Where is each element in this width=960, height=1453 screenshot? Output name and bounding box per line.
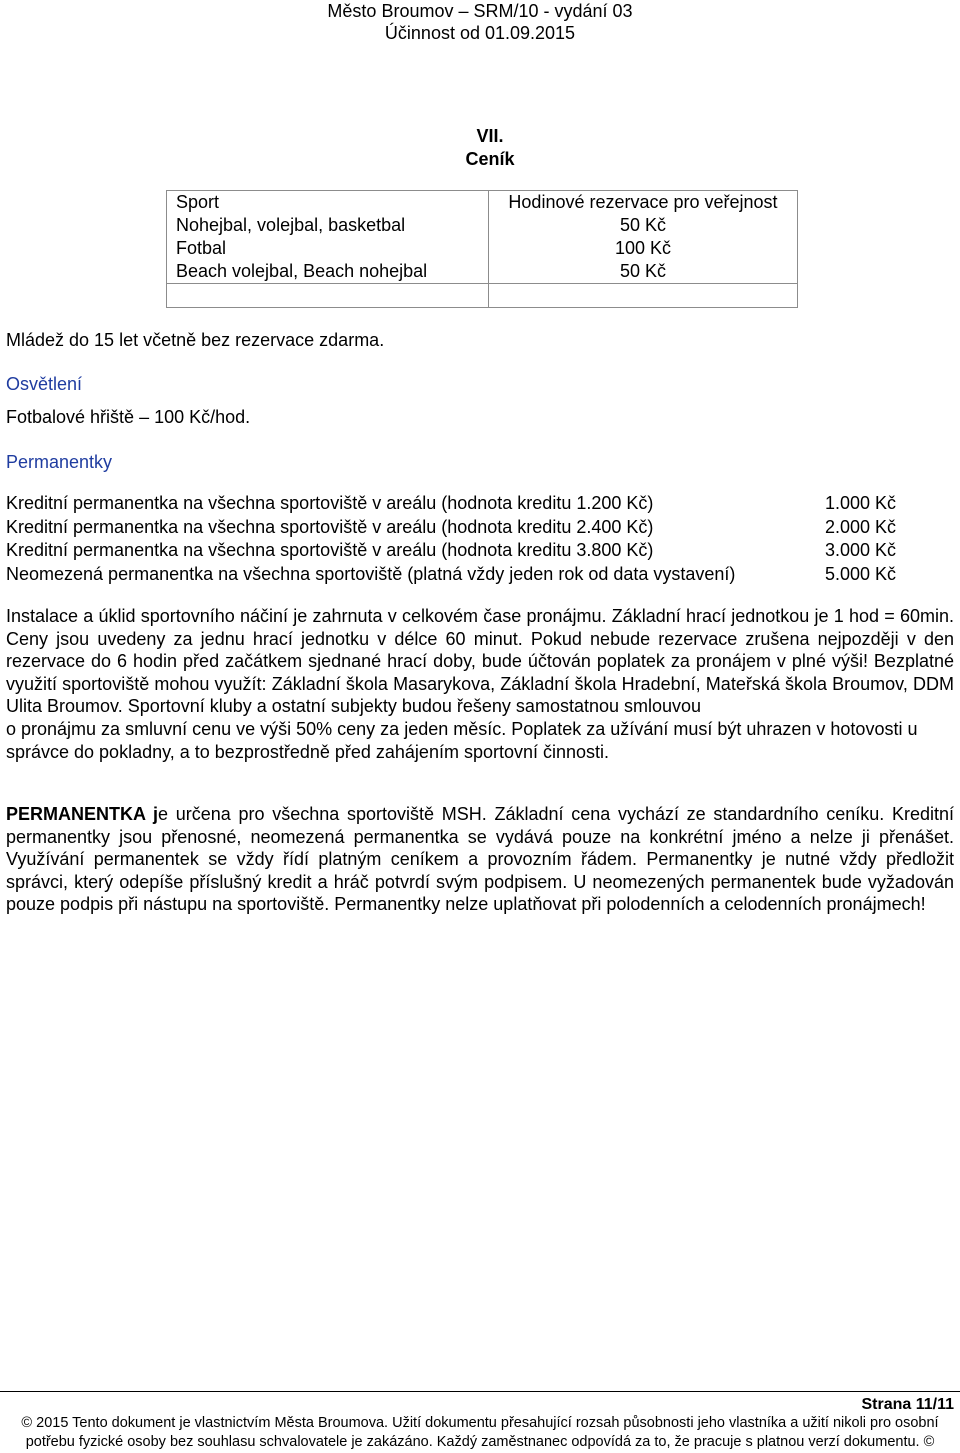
lighting-text: Fotbalové hřiště – 100 Kč/hod.	[6, 407, 251, 427]
table-cell-sport: Nohejbal, volejbal, basketbal	[176, 215, 406, 235]
pass-description: Kreditní permanentka na všechna sportoviště v areálu (hodnota kreditu 3.800 Kč)	[6, 540, 654, 560]
lighting-heading: Osvětlení	[6, 374, 83, 394]
chapter-number: VII.	[476, 126, 504, 146]
footer-divider	[0, 1391, 960, 1392]
rules-text: Instalace a úklid sportovního náčiní je zahrnuta v celkovém čase pronájmu. Základní hrací jednotkou je 1 hod = 60min. Ceny jsou uvedeny za jednu hrací jednotku v délce 60 minut. Pokud nebude rezervace zrušena nejpozději v den rezervace do 6 hodin před začátkem sjednané hrací doby, bude účtován poplatek za pronájem v plné výši! Bezplatné využití sportoviště mohou využít: Základní škola Masarykova, Základní škola Hradební, Mateřská škola Broumov, DDM Ulita Broumov. Sportovní kluby a ostatní subjekty budou řešeny samostatnou smlouvou	[6, 606, 954, 717]
pass-description: Kreditní permanentka na všechna sportoviště v areálu (hodnota kreditu 2.400 Kč)	[6, 516, 654, 537]
table-cell-sport: Beach volejbal, Beach nohejbal	[176, 261, 428, 281]
pass-price: 5.000 Kč	[824, 563, 896, 584]
pass-rules-lead: PERMANENTKA j	[6, 804, 159, 824]
chapter-title: Ceník	[465, 149, 515, 169]
table-cell-price: 100 Kč	[614, 238, 672, 258]
header-line-2: Účinnost od 01.09.2015	[384, 23, 576, 43]
table-cell-price: 50 Kč	[619, 261, 667, 281]
price-table-row	[167, 191, 798, 284]
header-line-1: Město Broumov – SRM/10 - vydání 03	[327, 1, 633, 21]
price-table	[166, 190, 798, 308]
table-header-sport: Sport	[176, 192, 220, 212]
pass-rules-paragraph	[6, 803, 954, 916]
table-header-hourly: Hodinové rezervace pro veřejnost	[508, 192, 778, 212]
table-cell-price: 50 Kč	[619, 215, 667, 235]
list-item	[6, 539, 896, 563]
pass-description: Kreditní permanentka na všechna sportoviště v areálu (hodnota kreditu 1.200 Kč)	[6, 493, 654, 513]
list-item	[6, 563, 896, 587]
pass-price: 3.000 Kč	[824, 540, 896, 560]
footer-copyright-line-1: © 2015 Tento dokument je vlastnictvím Města Broumova. Užití dokumentu přesahující rozsah působnosti jeho vlastníka a užití nikoli pro osobní	[21, 1415, 939, 1431]
pass-price: 2.000 Kč	[824, 516, 896, 537]
passes-list	[6, 492, 896, 586]
page-number: Strana 11/11	[861, 1396, 954, 1413]
pass-price: 1.000 Kč	[824, 493, 896, 513]
passes-heading: Permanentky	[6, 452, 113, 472]
table-cell-sport: Fotbal	[176, 238, 227, 258]
list-item	[6, 516, 896, 540]
list-item	[6, 492, 896, 516]
pass-description: Neomezená permanentka na všechna sportoviště (platná vždy jeden rok od data vystavení)	[6, 563, 736, 584]
pass-rules-text: e určena pro všechna sportoviště MSH. Základní cena vychází ze standardního ceníku. Kreditní permanentky jsou přenosné, neomezená permanentka se vydává pouze na konkrétní jméno a nelze ji přenášet. Využívání permanentek se vždy řídí platným ceníkem a provozním řádem. Permanentky je nutné vždy předložit správci, který odepíše příslušný kredit a hráč potvrdí svým podpisem. U neomezených permanentek bude vyžadován pouze podpis při nástupu na sportoviště. Permanentky nelze uplatňovat při polodenních a celodenních pronájmech!	[6, 804, 954, 915]
rules-text-continued: o pronájmu za smluvní cenu ve výši 50% ceny za jeden měsíc. Poplatek za užívání musí být uhrazen v hotovosti u správce do pokladny, a to bezprostředně před zahájením sportovní činnosti.	[6, 718, 918, 762]
youth-note: Mládež do 15 let včetně bez rezervace zdarma.	[6, 330, 385, 350]
footer-copyright-line-2: potřebu fyzické osoby bez souhlasu schvalovatele je zakázáno. Každý zaměstnanec odpovídá za to, že pracuje s platnou verzí dokumentu. ©	[25, 1434, 935, 1450]
table-row-empty	[167, 284, 798, 308]
rules-paragraph	[6, 605, 954, 763]
